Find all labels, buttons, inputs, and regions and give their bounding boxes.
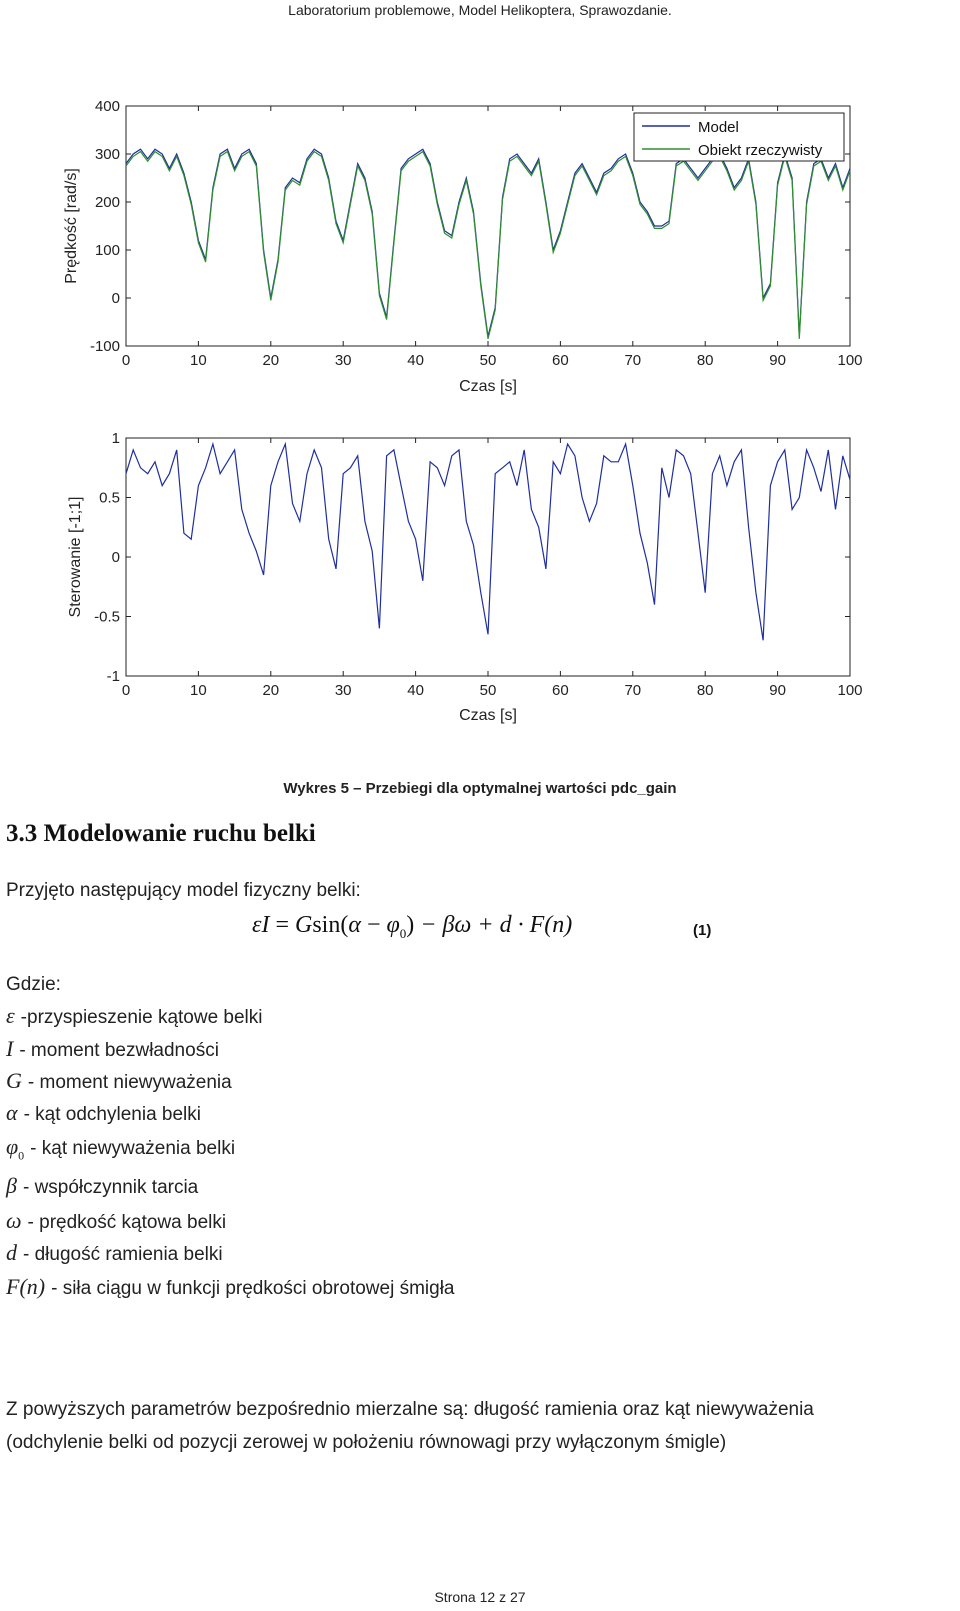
speed-chart-ytick-label: 300	[94, 146, 120, 163]
control-chart-xtick-label: 100	[837, 682, 863, 699]
symbol-description: - kąt niewyważenia belki	[30, 1138, 236, 1159]
equation-alpha: α	[348, 912, 361, 938]
symbol-row	[6, 1208, 226, 1234]
control-chart	[50, 422, 890, 728]
legend-model-label: Model	[698, 119, 739, 136]
speed-chart-ytick-label: 400	[94, 98, 120, 115]
control-chart-ytick-label: -0.5	[94, 608, 120, 626]
speed-chart-xtick-label: 30	[334, 352, 352, 369]
symbol-char: d	[6, 1240, 17, 1265]
symbol-char: I	[6, 1036, 14, 1061]
control-chart-ylabel: Sterowanie [-1;1]	[67, 496, 84, 618]
symbol-glyph	[6, 1134, 24, 1163]
symbol-row	[6, 1274, 454, 1300]
speed-chart-xtick-label: 80	[696, 352, 714, 369]
control-chart-xtick-label: 40	[407, 682, 424, 699]
control-chart-ytick-label: 0.5	[99, 489, 120, 507]
speed-chart-xtick-label: 10	[190, 352, 207, 369]
speed-chart	[50, 88, 890, 400]
symbol-description: -przyspieszenie kątowe belki	[20, 1007, 263, 1028]
section-title: 3.3 Modelowanie ruchu belki	[6, 820, 316, 847]
symbol-row	[6, 1068, 232, 1094]
equation	[252, 912, 572, 942]
symbol-row	[6, 1173, 198, 1199]
intro-text: Przyjęto następujący model fizyczny belki:	[6, 880, 361, 901]
control-chart-ytick-label: 1	[111, 430, 120, 447]
speed-chart-xtick-label: 50	[479, 352, 497, 369]
speed-chart-xtick-label: 100	[837, 352, 863, 369]
control-chart-xtick-label: 90	[769, 682, 786, 699]
control-chart-xtick-label: 30	[334, 682, 352, 699]
symbol-description: - współczynnik tarcia	[22, 1177, 199, 1198]
equation-number: (1)	[693, 922, 712, 939]
speed-chart-xtick-label: 40	[407, 352, 424, 369]
symbol-char: G	[6, 1068, 22, 1093]
figure-caption: Wykres 5 – Przebiegi dla optymalnej wartości pdc_gain	[283, 780, 677, 797]
speed-chart-xtick-label: 60	[552, 352, 569, 369]
control-chart-plot-area	[126, 438, 850, 676]
conclusion-line-1: Z powyższych parametrów bezpośrednio mierzalne są: długość ramienia oraz kąt niewyważenia	[6, 1399, 814, 1420]
symbol-glyph	[6, 1036, 13, 1062]
control-chart-xtick-label: 20	[262, 682, 280, 699]
symbol-glyph	[6, 1100, 18, 1126]
control-chart-xtick-label: 80	[696, 682, 714, 699]
control-chart-xtick-label: 0	[121, 682, 131, 699]
speed-chart-ytick-label: 0	[111, 290, 120, 307]
speed-chart-ytick-label: 200	[94, 194, 120, 211]
control-chart-ytick-label: -1	[106, 668, 120, 685]
equation-phi-sub: 0	[399, 925, 407, 941]
symbol-row	[6, 1036, 219, 1062]
symbol-glyph	[6, 1003, 15, 1029]
speed-chart-ytick-label: -100	[89, 338, 120, 355]
legend-real-label: Obiekt rzeczywisty	[698, 142, 823, 159]
symbol-subscript: 0	[18, 1148, 25, 1163]
symbol-row	[6, 1240, 223, 1266]
speed-chart-ytick-label: 100	[94, 242, 120, 259]
control-chart-xtick-label: 70	[624, 682, 642, 699]
equation-lhs: εI	[252, 912, 270, 938]
symbol-row	[6, 1100, 201, 1126]
symbol-row	[6, 1134, 235, 1163]
page-footer: Strona 12 z 27	[434, 1589, 526, 1605]
where-label: Gdzie:	[6, 974, 61, 995]
equation-g: G	[295, 912, 313, 938]
control-chart-xlabel: Czas [s]	[459, 707, 517, 724]
equation-rest: − βω + d · F(n)	[420, 912, 573, 938]
symbol-char: ε	[6, 1003, 15, 1028]
speed-chart-ylabel: Prędkość [rad/s]	[63, 168, 80, 284]
symbol-char: α	[6, 1100, 18, 1125]
speed-chart-legend	[634, 113, 844, 161]
symbol-description: - moment niewyważenia	[27, 1072, 232, 1093]
speed-chart-xtick-label: 90	[769, 352, 786, 369]
speed-chart-xtick-label: 20	[262, 352, 280, 369]
symbol-description: - siła ciągu w funkcji prędkości obrotowej śmigła	[51, 1278, 455, 1299]
speed-chart-xlabel: Czas [s]	[459, 378, 517, 395]
equation-minus: −	[366, 912, 381, 938]
symbol-char: β	[6, 1173, 17, 1198]
speed-chart-xtick-label: 70	[624, 352, 642, 369]
symbol-glyph	[6, 1208, 22, 1234]
symbol-description: - kąt odchylenia belki	[23, 1104, 201, 1125]
control-chart-xtick-label: 10	[190, 682, 207, 699]
control-chart-xtick-label: 60	[552, 682, 569, 699]
conclusion-line-2: (odchylenie belki od pozycji zerowej w położeniu równowagi przy wyłączonym śmigle)	[6, 1432, 727, 1453]
symbol-char: φ	[6, 1134, 19, 1159]
symbol-char: F(n)	[6, 1274, 46, 1299]
control-chart-xtick-label: 50	[479, 682, 497, 699]
symbol-glyph	[6, 1173, 17, 1199]
equation-equals: =	[275, 912, 289, 938]
control-chart-ytick-label: 0	[111, 549, 120, 566]
page-header: Laboratorium problemowe, Model Helikoptera, Sprawozdanie.	[288, 2, 672, 18]
symbol-description: - moment bezwładności	[19, 1040, 219, 1061]
symbol-description: - prędkość kątowa belki	[27, 1212, 227, 1233]
symbol-glyph	[6, 1240, 17, 1266]
symbol-description: - długość ramienia belki	[23, 1244, 223, 1265]
speed-chart-xtick-label: 0	[121, 352, 131, 369]
equation-close: )	[406, 912, 415, 938]
equation-sin: sin(	[312, 912, 349, 938]
symbol-row	[6, 1003, 263, 1029]
equation-phi: φ	[386, 912, 400, 938]
symbol-glyph	[6, 1068, 22, 1094]
symbol-char: ω	[6, 1208, 22, 1233]
symbol-glyph	[6, 1274, 45, 1300]
